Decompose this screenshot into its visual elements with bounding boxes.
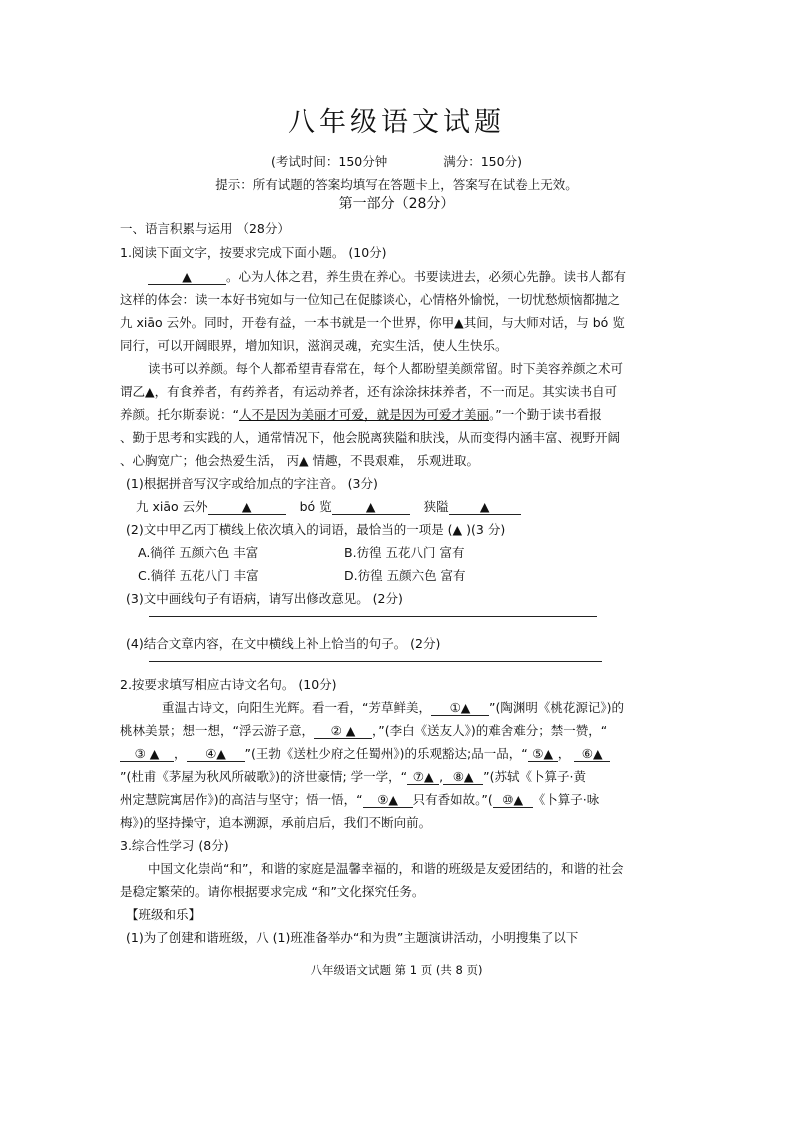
answer-blank-5: ⑤▲	[528, 747, 558, 762]
q1-para2-line2: 谓乙▲，有食养者，有药养者，有运动养者，还有涂涂抹抹养者，不一而足。其实读书自可	[120, 384, 618, 399]
q1-para2-line4: 、勤于思考和实践的人，通常情况下，他会脱离狭隘和肤浅，从而变得内涵丰富、视野开阔	[120, 430, 621, 445]
q2-line2	[120, 721, 607, 739]
section-heading: 一、语言积累与运用 （28分）	[120, 221, 290, 236]
q1-sub1-blanks	[136, 497, 521, 515]
q2-text: 只有香如故。”(	[412, 792, 493, 807]
answer-blank-2: ② ▲	[314, 724, 372, 739]
q2-text: 《卜算子·咏	[532, 792, 600, 807]
q1-para2-line5: 、心胸宽广；他会热爱生活， 丙▲ 情趣，不畏艰难， 乐观进取。	[120, 453, 480, 468]
q1-para1-line3: 九 xiāo 云外。同时，开卷有益，一本书就是一个世界，你甲▲其间，与大师对话，与 bó 览	[120, 315, 625, 330]
pinyin-item: bó 览	[299, 499, 332, 514]
q1-text: 养颜。托尔斯泰说：“	[120, 407, 239, 422]
option-c: C.徜徉 五花八门 丰富	[138, 568, 259, 583]
q1-sub2: (2)文中甲乙丙丁横线上依次填入的词语，最恰当的一项是 (▲ )(3 分)	[126, 522, 506, 537]
answer-blank-3: ③ ▲	[120, 747, 174, 762]
q2-text: ”(杜甫《茅屋为秋风所破歌》)的济世豪情; 学一学，“	[120, 769, 408, 784]
exam-hint: 提示：所有试题的答案均填写在答题卡上，答案写在试卷上无效。	[215, 177, 578, 192]
q1-sub4: (4)结合文章内容，在文中横线上补上恰当的句子。 (2分)	[126, 636, 441, 651]
answer-blank-9: ⑨▲	[363, 793, 413, 808]
q1-heading: 1.阅读下面文字，按要求完成下面小题。 (10分)	[120, 245, 387, 260]
option-d: D.彷徨 五颜六色 富有	[344, 568, 466, 583]
q1-para2-line1: 读书可以养颜。每个人都希望青春常在，每个人都盼望美颜常留。时下美容养颜之术可	[148, 361, 624, 376]
pinyin-item: 九 xiāo 云外	[136, 499, 208, 514]
q2-line5	[120, 790, 599, 808]
q2-text: 桃林美景；想一想，“浮云游子意，	[120, 723, 314, 738]
q2-text: ”(王勃《送杜少府之任蜀州》)的乐观豁达;品一品，“	[244, 746, 528, 761]
q3-heading: 3.综合性学习 (8分)	[120, 838, 229, 853]
pinyin-item: 狭隘	[423, 499, 449, 514]
q1-sub3: (3)文中画线句子有语病，请写出修改意见。 (2分)	[126, 591, 403, 606]
answer-line	[149, 661, 602, 662]
answer-blank-10: ⑩▲	[493, 793, 533, 808]
q1-para2-line3	[120, 405, 602, 423]
answer-blank-1: ①▲	[431, 701, 489, 716]
exam-time: (考试时间：150分钟	[271, 154, 388, 169]
q1-para1-line4: 同行，可以开阔眼界，增加知识，滋润灵魂，充实生活，使人生快乐。	[120, 338, 508, 353]
page-footer: 八年级语文试题 第 1 页 (共 8 页)	[310, 963, 483, 977]
page-title: 八年级语文试题	[288, 107, 505, 138]
q3-bracket-heading: 【班级和乐】	[126, 907, 202, 922]
q1-text: 。”一个勤于读书看报	[489, 407, 602, 422]
q2-line1	[162, 698, 624, 716]
q2-text: ”(陶渊明《桃花源记》)的	[488, 700, 624, 715]
q2-text: ，”(李白《送友人》)的难舍难分；禁一赞，“	[371, 723, 608, 738]
part-heading: 第一部分（28分）	[338, 196, 455, 212]
q2-line4: ”(杜甫《茅屋为秋风所破歌》)的济世豪情; 学一学，“ ⑦▲ , ⑧▲ ”(苏轼《卜算子·黄	[120, 769, 586, 784]
option-b: B.彷徨 五花八门 富有	[344, 545, 465, 560]
q3-sub1: (1)为了创建和谐班级，八 (1)班准备举办“和为贵”主题演讲活动，小明搜集了以下	[126, 930, 579, 945]
exam-info	[0, 152, 793, 170]
answer-blank-8: ⑧▲	[443, 770, 483, 785]
q1-para1-line1	[148, 267, 626, 285]
q1-sub1: (1)根据拼音写汉字或给加点的字注音。 (3分)	[126, 476, 378, 491]
answer-blank: ▲	[148, 270, 226, 285]
answer-blank-6: ⑥▲	[574, 747, 610, 762]
q1-text: 。心为人体之君，养生贵在养心。书要读进去，必须心先静。读书人都有	[226, 269, 627, 284]
exam-score: 满分：150分)	[443, 154, 522, 169]
q3-para-line2: 是稳定繁荣的。请你根据要求完成 “和”文化探究任务。	[120, 884, 425, 899]
answer-blank: ▲	[208, 500, 286, 515]
q2-line6: 梅》)的坚持操守，追本溯源，承前启后，我们不断向前。	[120, 815, 432, 830]
q3-para-line1: 中国文化崇尚“和”，和谐的家庭是温馨幸福的，和谐的班级是友爱团结的，和谐的社会	[148, 861, 624, 876]
answer-blank: ▲	[332, 500, 410, 515]
q2-text: 重温古诗文，向阳生光辉。看一看，“芳草鲜美，	[162, 700, 431, 715]
q2-text: 州定慧院寓居作》)的高洁与坚守；悟一悟，“	[120, 792, 363, 807]
q2-heading: 2.按要求填写相应古诗文名句。 (10分)	[120, 677, 337, 692]
q2-text: ”(苏轼《卜算子·黄	[483, 769, 586, 784]
answer-blank-7: ⑦▲	[407, 770, 439, 785]
answer-blank: ▲	[449, 500, 521, 515]
option-a: A.徜徉 五颜六色 丰富	[138, 545, 259, 560]
q2-line3: ③ ▲ ， ④▲ ”(王勃《送杜少府之任蜀州》)的乐观豁达;品一品，“ ⑤▲ ， ⑥▲	[120, 744, 610, 762]
underlined-sentence: 人不是因为美丽才可爱，就是因为可爱才美丽	[238, 407, 489, 422]
answer-blank-4: ④▲	[187, 747, 245, 762]
q1-para1-line2: 这样的体会：读一本好书宛如与一位知己在促膝谈心，心情格外愉悦，一切忧愁烦恼都抛之	[120, 292, 621, 307]
answer-line	[149, 616, 597, 617]
